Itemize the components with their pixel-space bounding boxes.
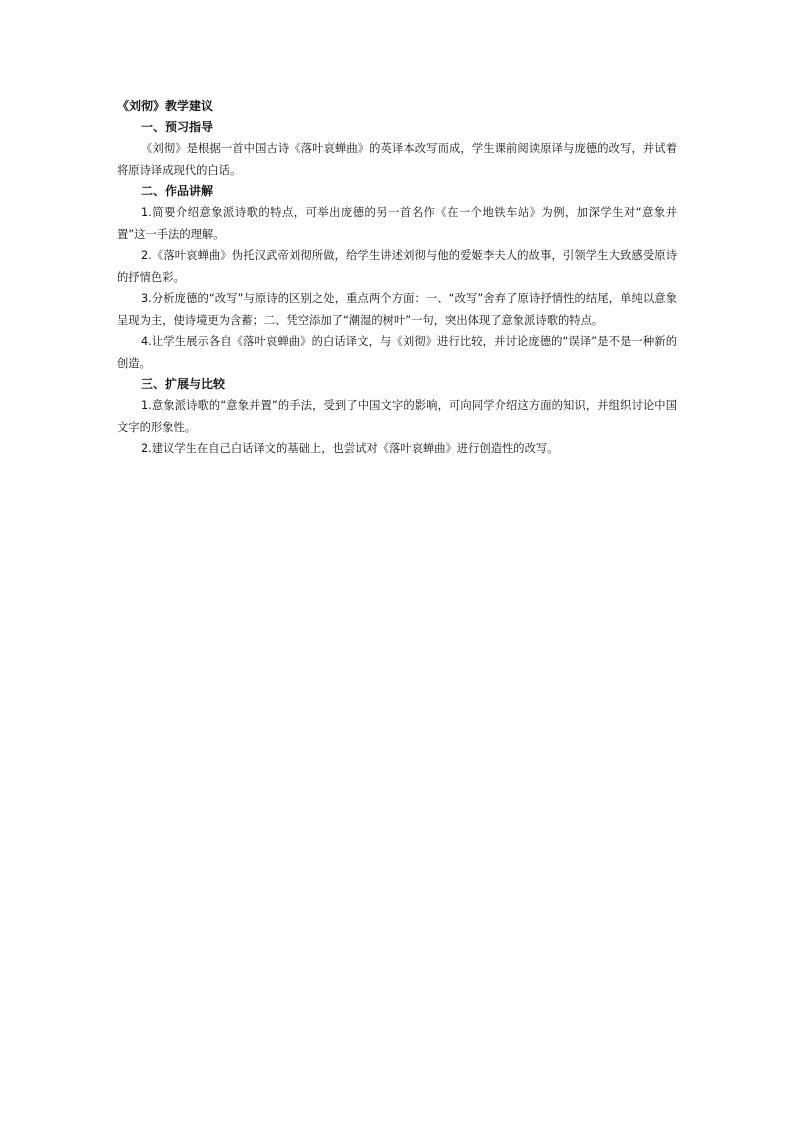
section-extension-comparison xyxy=(117,375,677,460)
section-heading: 二、作品讲解 xyxy=(141,184,214,198)
paragraph: 2.《落叶哀蝉曲》伪托汉武帝刘彻所做，给学生讲述刘彻与他的爱姬李夫人的故事，引领学生大致感受原诗的抒情色彩。 xyxy=(117,249,677,284)
document-page xyxy=(117,97,677,460)
paragraph: 《刘彻》是根据一首中国古诗《落叶哀蝉曲》的英译本改写而成，学生课前阅读原译与庞德的改写，并试着将原诗译成现代的白话。 xyxy=(117,142,677,177)
paragraph: 2.建议学生在自己白话译文的基础上，也尝试对《落叶哀蝉曲》进行创造性的改写。 xyxy=(141,442,559,455)
section-heading: 一、预习指导 xyxy=(141,120,214,134)
paragraph: 1.意象派诗歌的“意象并置”的手法，受到了中国文字的影响，可向同学介绍这方面的知识，并组织讨论中国文字的形象性。 xyxy=(117,399,677,434)
paragraph: 4.让学生展示各自《落叶哀蝉曲》的白话译文，与《刘彻》进行比较，并讨论庞德的“误译”是不是一种新的创造。 xyxy=(117,335,677,370)
document-title: 《刘彻》教学建议 xyxy=(117,99,214,113)
paragraph: 1.简要介绍意象派诗歌的特点，可举出庞德的另一首名作《在一个地铁车站》为例，加深学生对“意象并置”这一手法的理解。 xyxy=(117,206,677,241)
section-preview-guidance xyxy=(117,118,677,181)
paragraph: 3.分析庞德的“改写”与原诗的区别之处，重点两个方面：一、“改写”舍弃了原诗抒情性的结尾，单纯以意象呈现为主，使诗境更为含蓄；二、凭空添加了“潮湿的树叶”一句，突出体现了意象派诗歌的特点。 xyxy=(117,292,677,327)
section-heading: 三、扩展与比较 xyxy=(141,377,226,391)
section-work-explanation xyxy=(117,182,677,374)
